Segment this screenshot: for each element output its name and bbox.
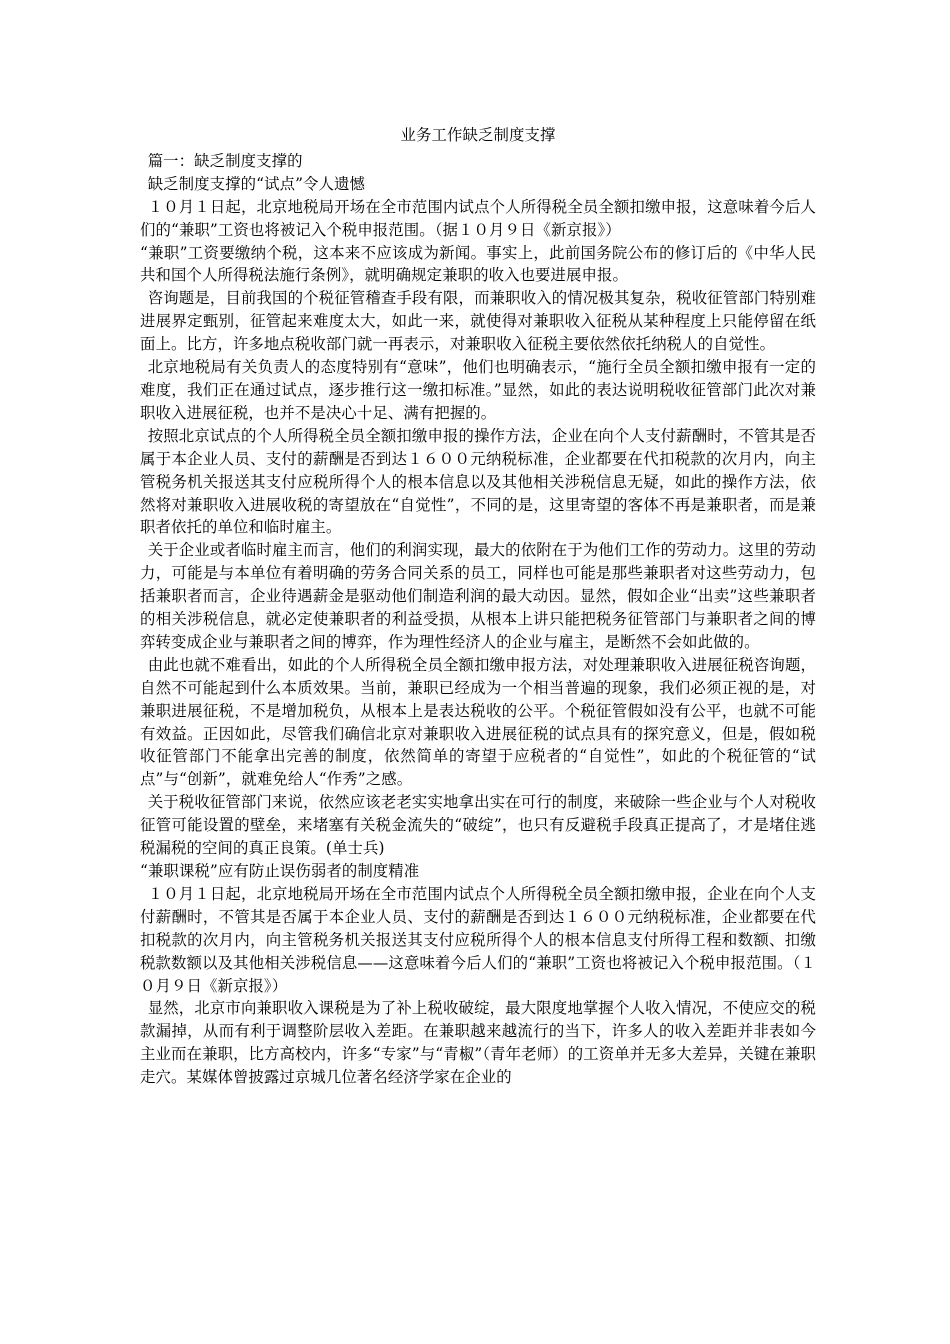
body-paragraph: “兼职”工资要缴纳个税，这本来不应该成为新闻。事实上，此前国务院公布的修订后的《中华人民共和国个人所得税法施行条例》，就明确规定兼职的收入也要进展申报。	[140, 243, 816, 285]
body-paragraph: 北京地税局有关负责人的态度特别有“意味”，他们也明确表示，“施行全员全额扣缴申报有一定的难度，我们正在通过试点，逐步推行这一缴扣标准。”显然，如此的表达说明税收征管部门此次对兼职收入进展征税，也并不是决心十足、满有把握的。	[140, 358, 816, 422]
body-paragraph: “兼职课税”应有防止误伤弱者的制度精准	[140, 862, 420, 880]
body-paragraph: 由此也就不难看出，如此的个人所得税全员全额扣缴申报方法，对处理兼职收入进展征税咨询题，自然不可能起到什么本质效果。当前，兼职已经成为一个相当普遍的现象，我们必须正视的是，对兼职进展征税，不是增加税负，从根本上是表达税收的公平。个税征管假如没有公平，也就不可能有效益。正因如此，尽管我们确信北京对兼职收入进展征税的试点具有的探究意义，但是，假如税收征管部门不能拿出完善的制度，依然简单的寄望于应税者的“自觉性”，如此的个税征管的“试点”与“创新”，就难免给人“作秀”之感。	[140, 655, 816, 789]
document-title: 业务工作缺乏制度支撑	[400, 126, 556, 144]
body-paragraph: 关于税收征管部门来说，依然应该老老实实地拿出实在可行的制度，来破除一些企业与个人对税收征管可能设置的壁垒，来堵塞有关税金流失的“破绽”，也只有反避税手段真正提高了，才是堵住逃税漏税的空间的真正良策。(单士兵)	[140, 793, 816, 858]
body-paragraph: 缺乏制度支撑的“试点”令人遗憾	[147, 174, 366, 193]
body-paragraph: １０月１日起，北京地税局开场在全市范围内试点个人所得税全员全额扣缴申报，企业在向个人支付薪酬时，不管其是否属于本企业人员、支付的薪酬是否到达１６００元纳税标准，企业都要在代扣税款的次月内，向主管税务机关报送其支付应税所得个人的根本信息支付所得工程和数额、扣缴税款数额以及其他相关涉税信息——这意味着今后人们的“兼职”工资也将被记入个税申报范围。（１０月９日《新京报》）	[140, 884, 816, 995]
body-paragraph: 篇一：缺乏制度支撑的	[147, 151, 303, 170]
document-body	[140, 150, 816, 1089]
body-paragraph: 显然，北京市向兼职收入课税是为了补上税收破绽，最大限度地掌握个人收入情况，不使应交的税款漏掉，从而有利于调整阶层收入差距。在兼职越来越流行的当下，许多人的收入差距并非表如今主业而在兼职，比方高校内，许多“专家”与“青椒”（青年老师）的工资单并无多大差异，关键在兼职走穴。某媒体曾披露过京城几位著名经济学家在企业的	[140, 999, 816, 1087]
body-paragraph: 关于企业或者临时雇主而言，他们的利润实现，最大的依附在于为他们工作的劳动力。这里的劳动力，可能是与本单位有着明确的劳务合同关系的员工，同样也可能是那些兼职者对这些劳动力，包括兼职者而言，企业待遇薪金是驱动他们制造利润的最大动因。显然，假如企业“出卖”这些兼职者的相关涉税信息，就必定使兼职者的利益受损，从根本上讲只能把税务征管部门与兼职者之间的博弈转变成企业与兼职者之间的博弈，作为理性经济人的企业与雇主，是断然不会如此做的。	[140, 541, 816, 651]
document-page	[140, 124, 816, 1089]
body-paragraph: 按照北京试点的个人所得税全员全额扣缴申报的操作方法，企业在向个人支付薪酬时，不管其是否属于本企业人员、支付的薪酬是否到达１６００元纳税标准，企业都要在代扣税款的次月内，向主管税务机关报送其支付应税所得个人的根本信息以及其他相关涉税信息无疑，如此的操作方法，依然将对兼职收入进展收税的寄望放在“自觉性”，不同的是，这里寄望的客体不再是兼职者，而是兼职者依托的单位和临时雇主。	[140, 426, 816, 537]
body-paragraph: １０月１日起，北京地税局开场在全市范围内试点个人所得税全员全额扣缴申报，这意味着今后人们的“兼职”工资也将被记入个税申报范围。（据１０月９日《新京报》）	[140, 197, 816, 239]
body-paragraph: 咨询题是，目前我国的个税征管稽查手段有限，而兼职收入的情况极其复杂，税收征管部门特别难进展界定甄别，征管起来难度太大，如此一来，就使得对兼职收入征税从某种程度上只能停留在纸面上。比方，许多地点税收部门就一再表示，对兼职收入征税主要依然依托纳税人的自觉性。	[140, 289, 816, 354]
